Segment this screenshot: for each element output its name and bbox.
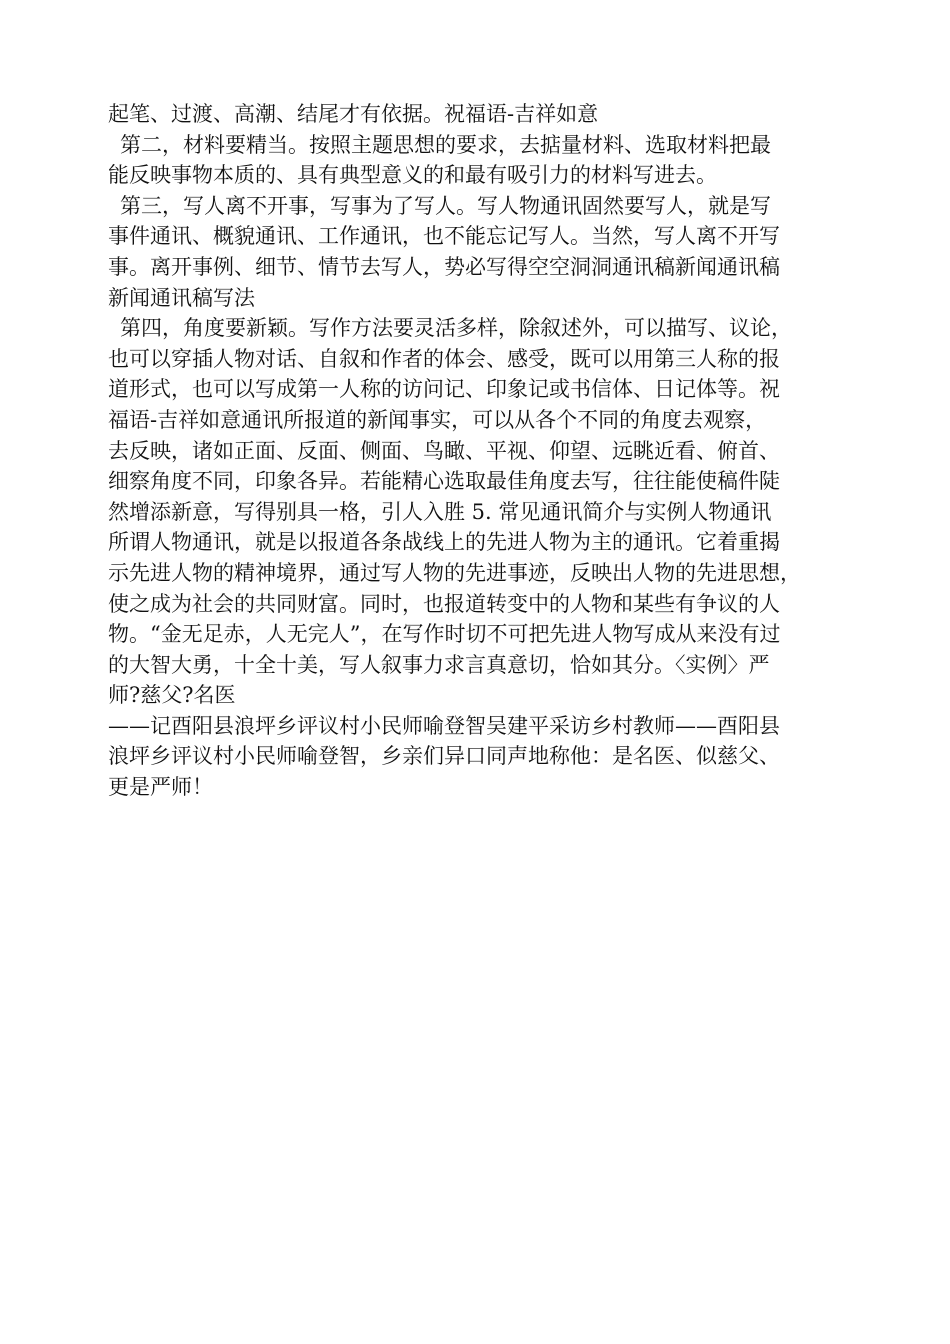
text-line: 新闻通讯稿写法 — [108, 285, 255, 310]
text-line: 事件通讯、概貌通讯、工作通讯，也不能忘记写人。当然，写人离不开写 — [108, 224, 780, 249]
text-line: 事。离开事例、细节、情节去写人，势必写得空空洞洞通讯稿新闻通讯稿 — [108, 254, 780, 279]
text-line: 使之成为社会的共同财富。同时，也报道转变中的人物和某些有争议的人 — [108, 591, 780, 616]
text-line: 福语-吉祥如意通讯所报道的新闻事实，可以从各个不同的角度去观察， — [108, 407, 767, 432]
text-line: 起笔、过渡、高潮、结尾才有依据。祝福语-吉祥如意 — [108, 102, 599, 126]
text-line: ——记酉阳县浪坪乡评议村小民师喻登智吴建平采访乡村教师——酉阳县 — [108, 713, 780, 738]
text-line: 物。“金无足赤，人无完人”，在写作时切不可把先进人物写成从来没有过 — [108, 622, 781, 647]
text-line: 道形式，也可以写成第一人称的访问记、印象记或书信体、日记体等。祝 — [108, 377, 780, 402]
text-line: 去反映，诸如正面、反面、侧面、鸟瞰、平视、仰望、远眺近看、俯首、 — [108, 438, 780, 463]
document-body — [108, 99, 868, 803]
text-line: 第四，角度要新颖。写作方法要灵活多样，除叙述外，可以描写、议论， — [120, 316, 792, 341]
text-line: 浪坪乡评议村小民师喻登智，乡亲们异口同声地称他：是名医、似慈父、 — [108, 744, 780, 769]
text-line: 也可以穿插人物对话、自叙和作者的体会、感受，既可以用第三人称的报 — [108, 346, 780, 371]
text-line: 更是严师！ — [108, 775, 213, 800]
text-line: 示先进人物的精神境界，通过写人物的先进事迹，反映出人物的先进思想， — [108, 560, 801, 585]
text-line: 能反映事物本质的、具有典型意义的和最有吸引力的材料写进去。 — [108, 163, 717, 188]
text-line: 师?慈父?名医 — [108, 683, 236, 708]
text-line: 所谓人物通讯，就是以报道各条战线上的先进人物为主的通讯。它着重揭 — [108, 530, 780, 555]
text-line: 第二，材料要精当。按照主题思想的要求，去掂量材料、选取材料把最 — [120, 132, 771, 157]
text-line: 细察角度不同，印象各异。若能精心选取最佳角度去写，往往能使稿件陡 — [108, 469, 780, 494]
text-line: 然增添新意，写得别具一格，引人入胜 5. 常见通讯简介与实例人物通讯 — [108, 499, 772, 524]
text-line: 第三，写人离不开事，写事为了写人。写人物通讯固然要写人，就是写 — [120, 193, 771, 218]
text-line: 的大智大勇，十全十美，写人叙事力求言真意切，恰如其分。〈实例〉严 — [108, 652, 770, 677]
